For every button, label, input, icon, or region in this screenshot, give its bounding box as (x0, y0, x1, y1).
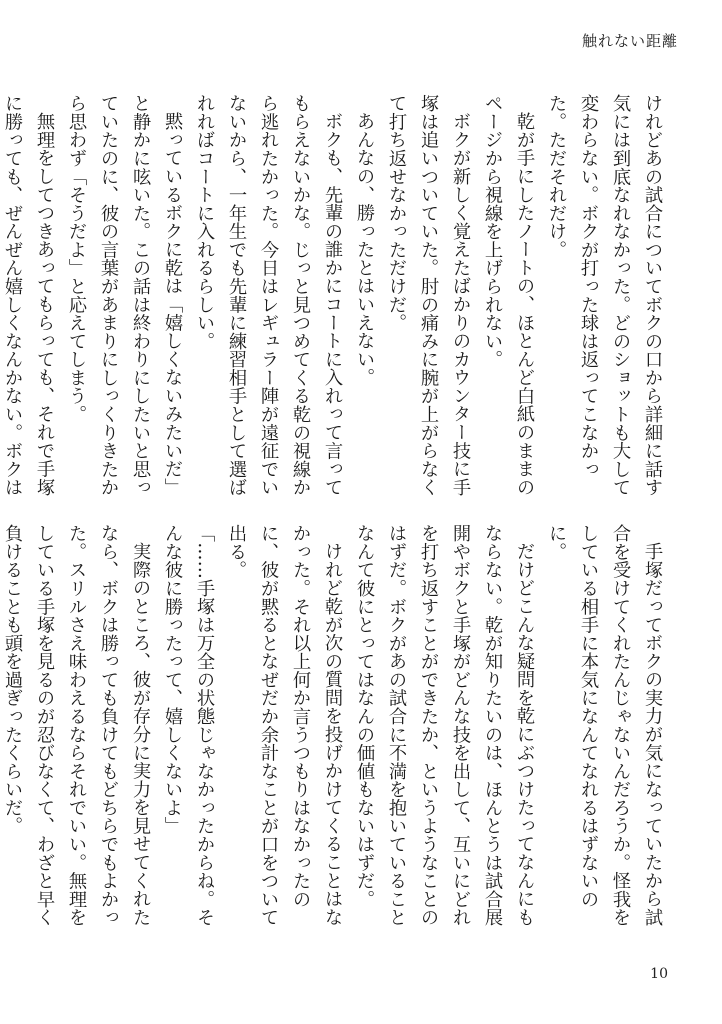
paragraph: 実際のところ、彼が存分に実力を見せてくれたなら、ボクは勝っても負けてもどちらでもよかった。スリルさえ味わえるならそれでいい。無理をしている手塚を見るのが忍びなくて、わざと早く負けることも頭を過ぎったくらいだ。 (2, 524, 151, 927)
paragraph: だけどこんな疑問を乾にぶつけたってなんにもならない。乾が知りたいのは、ほんとうは試合展開やボクと手塚がどんな技を出して、互いにどれを打ち返すことができたか、というようなことのはずだ。ボクがあの試合に不満を抱いていることなんて彼にとってはなんの価値もないはずだ。 (354, 524, 535, 927)
paragraph: ボクが新しく覚えたばかりのカウンター技に手塚は追いついていた。肘の痛みに腕が上がらなくて打ち返せなかっただけだ。 (386, 94, 471, 497)
dialogue-paragraph: 「……手塚は万全の状態じゃなかったからね。そんな彼に勝ったって、嬉しくないよ」 (162, 524, 215, 927)
running-header-title: 触れない距離 (581, 32, 678, 50)
paragraph: 手塚だってボクの実力が気になっていたから試合を受けてくれたんじゃないんだろうか。怪我をしている相手に本気になんてなれるはずないのに。 (546, 524, 663, 927)
paragraph: ボクも、先輩の誰かにコートに入れって言ってもらえないかな。じっと見つめてくる乾の視線から逃れたかった。今日はレギュラー陣が遠征でいないから、一年生でも先輩に練習相手として選ばれればコートに入れるらしい。 (194, 94, 343, 497)
paragraph: けれどあの試合についてボクの口から詳細に話す気には到底なれなかった。どのショットも大して変わらない。ボクが打った球は返ってこなかった。ただそれだけ。 (546, 94, 663, 497)
paragraph: 黙っているボクに乾は「嬉しくないみたいだ」と静かに呟いた。この話は終わりにしたいと思っていたのに、彼の言葉があまりにしっくりきたから思わず「そうだよ」と応えてしまう。 (66, 94, 183, 497)
lower-text-block (0, 524, 668, 934)
paragraph: けれど乾が次の質問を投げかけてくることはなかった。それ以上何か言うつもりはなかったのに、彼が黙るとなぜだか余計なことが口をついて出る。 (226, 524, 343, 927)
page-number: 10 (650, 966, 668, 982)
paragraph: 乾が手にしたノートの、ほとんど白紙のままのページから視線を上げられない。 (482, 94, 535, 497)
paragraph: 無理をしてつきあってもらっても、それで手塚に勝っても、ぜんぜん嬉しくなんかない。ボクは (2, 94, 55, 497)
upper-text-block (0, 94, 668, 506)
paragraph: あんなの、勝ったとはいえない。 (354, 112, 375, 387)
